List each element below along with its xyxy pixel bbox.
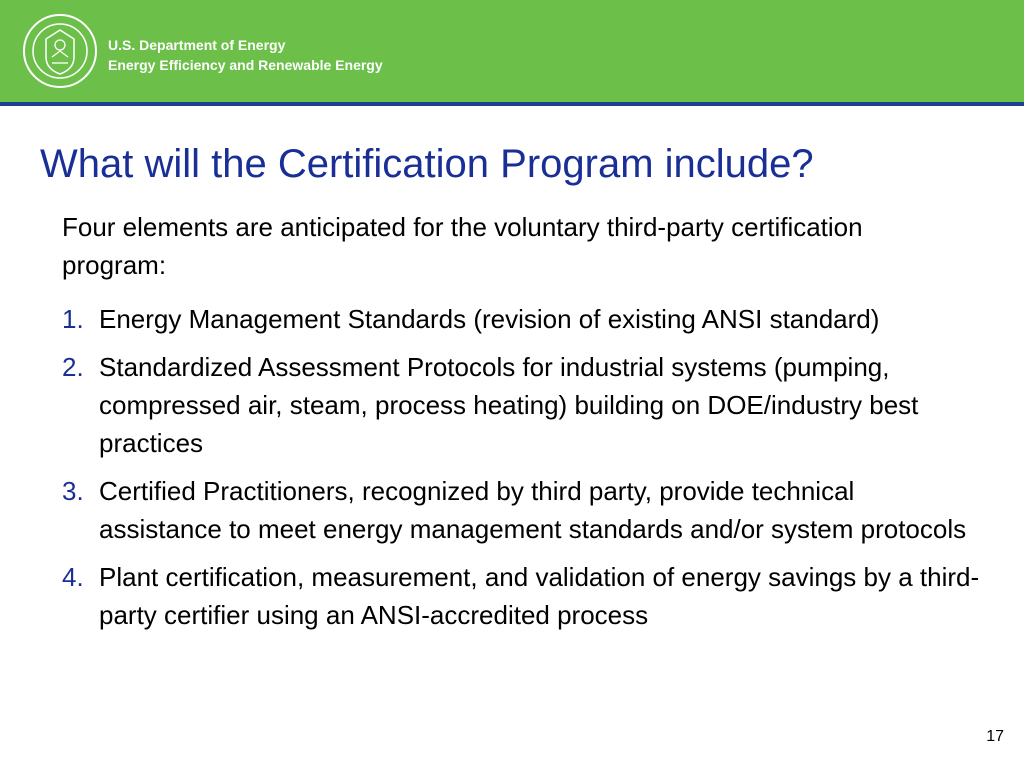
list-item-number: 3.: [62, 476, 84, 506]
list-item: [62, 348, 982, 462]
slide-title: What will the Certification Program include?: [40, 142, 814, 186]
list-item-number: 4.: [62, 562, 84, 592]
list-item: [62, 300, 982, 338]
list-item-number: 1.: [62, 304, 84, 334]
header-divider: [0, 102, 1024, 106]
list-item: [62, 472, 982, 548]
list-item-text: Plant certification, measurement, and validation of energy savings by a third-party certifier using an ANSI-accredited process: [99, 562, 980, 630]
office-name: Energy Efficiency and Renewable Energy: [108, 57, 383, 73]
list-item-text: Certified Practitioners, recognized by third party, provide technical assistance to meet energy management standards and/or system protocols: [99, 476, 967, 544]
list-item-number: 2.: [62, 352, 84, 382]
header-bar: [0, 0, 1024, 102]
intro-text: Four elements are anticipated for the voluntary third-party certification program:: [62, 212, 863, 280]
list-item-text: Standardized Assessment Protocols for industrial systems (pumping, compressed air, steam, process heating) building on DOE/industry best practices: [99, 352, 919, 458]
doe-seal-icon: [22, 13, 98, 89]
department-name: U.S. Department of Energy: [108, 37, 286, 53]
page-number: 17: [986, 728, 1004, 745]
element-list: [62, 300, 982, 644]
list-item-text: Energy Management Standards (revision of existing ANSI standard): [99, 304, 880, 334]
list-item: [62, 558, 982, 634]
